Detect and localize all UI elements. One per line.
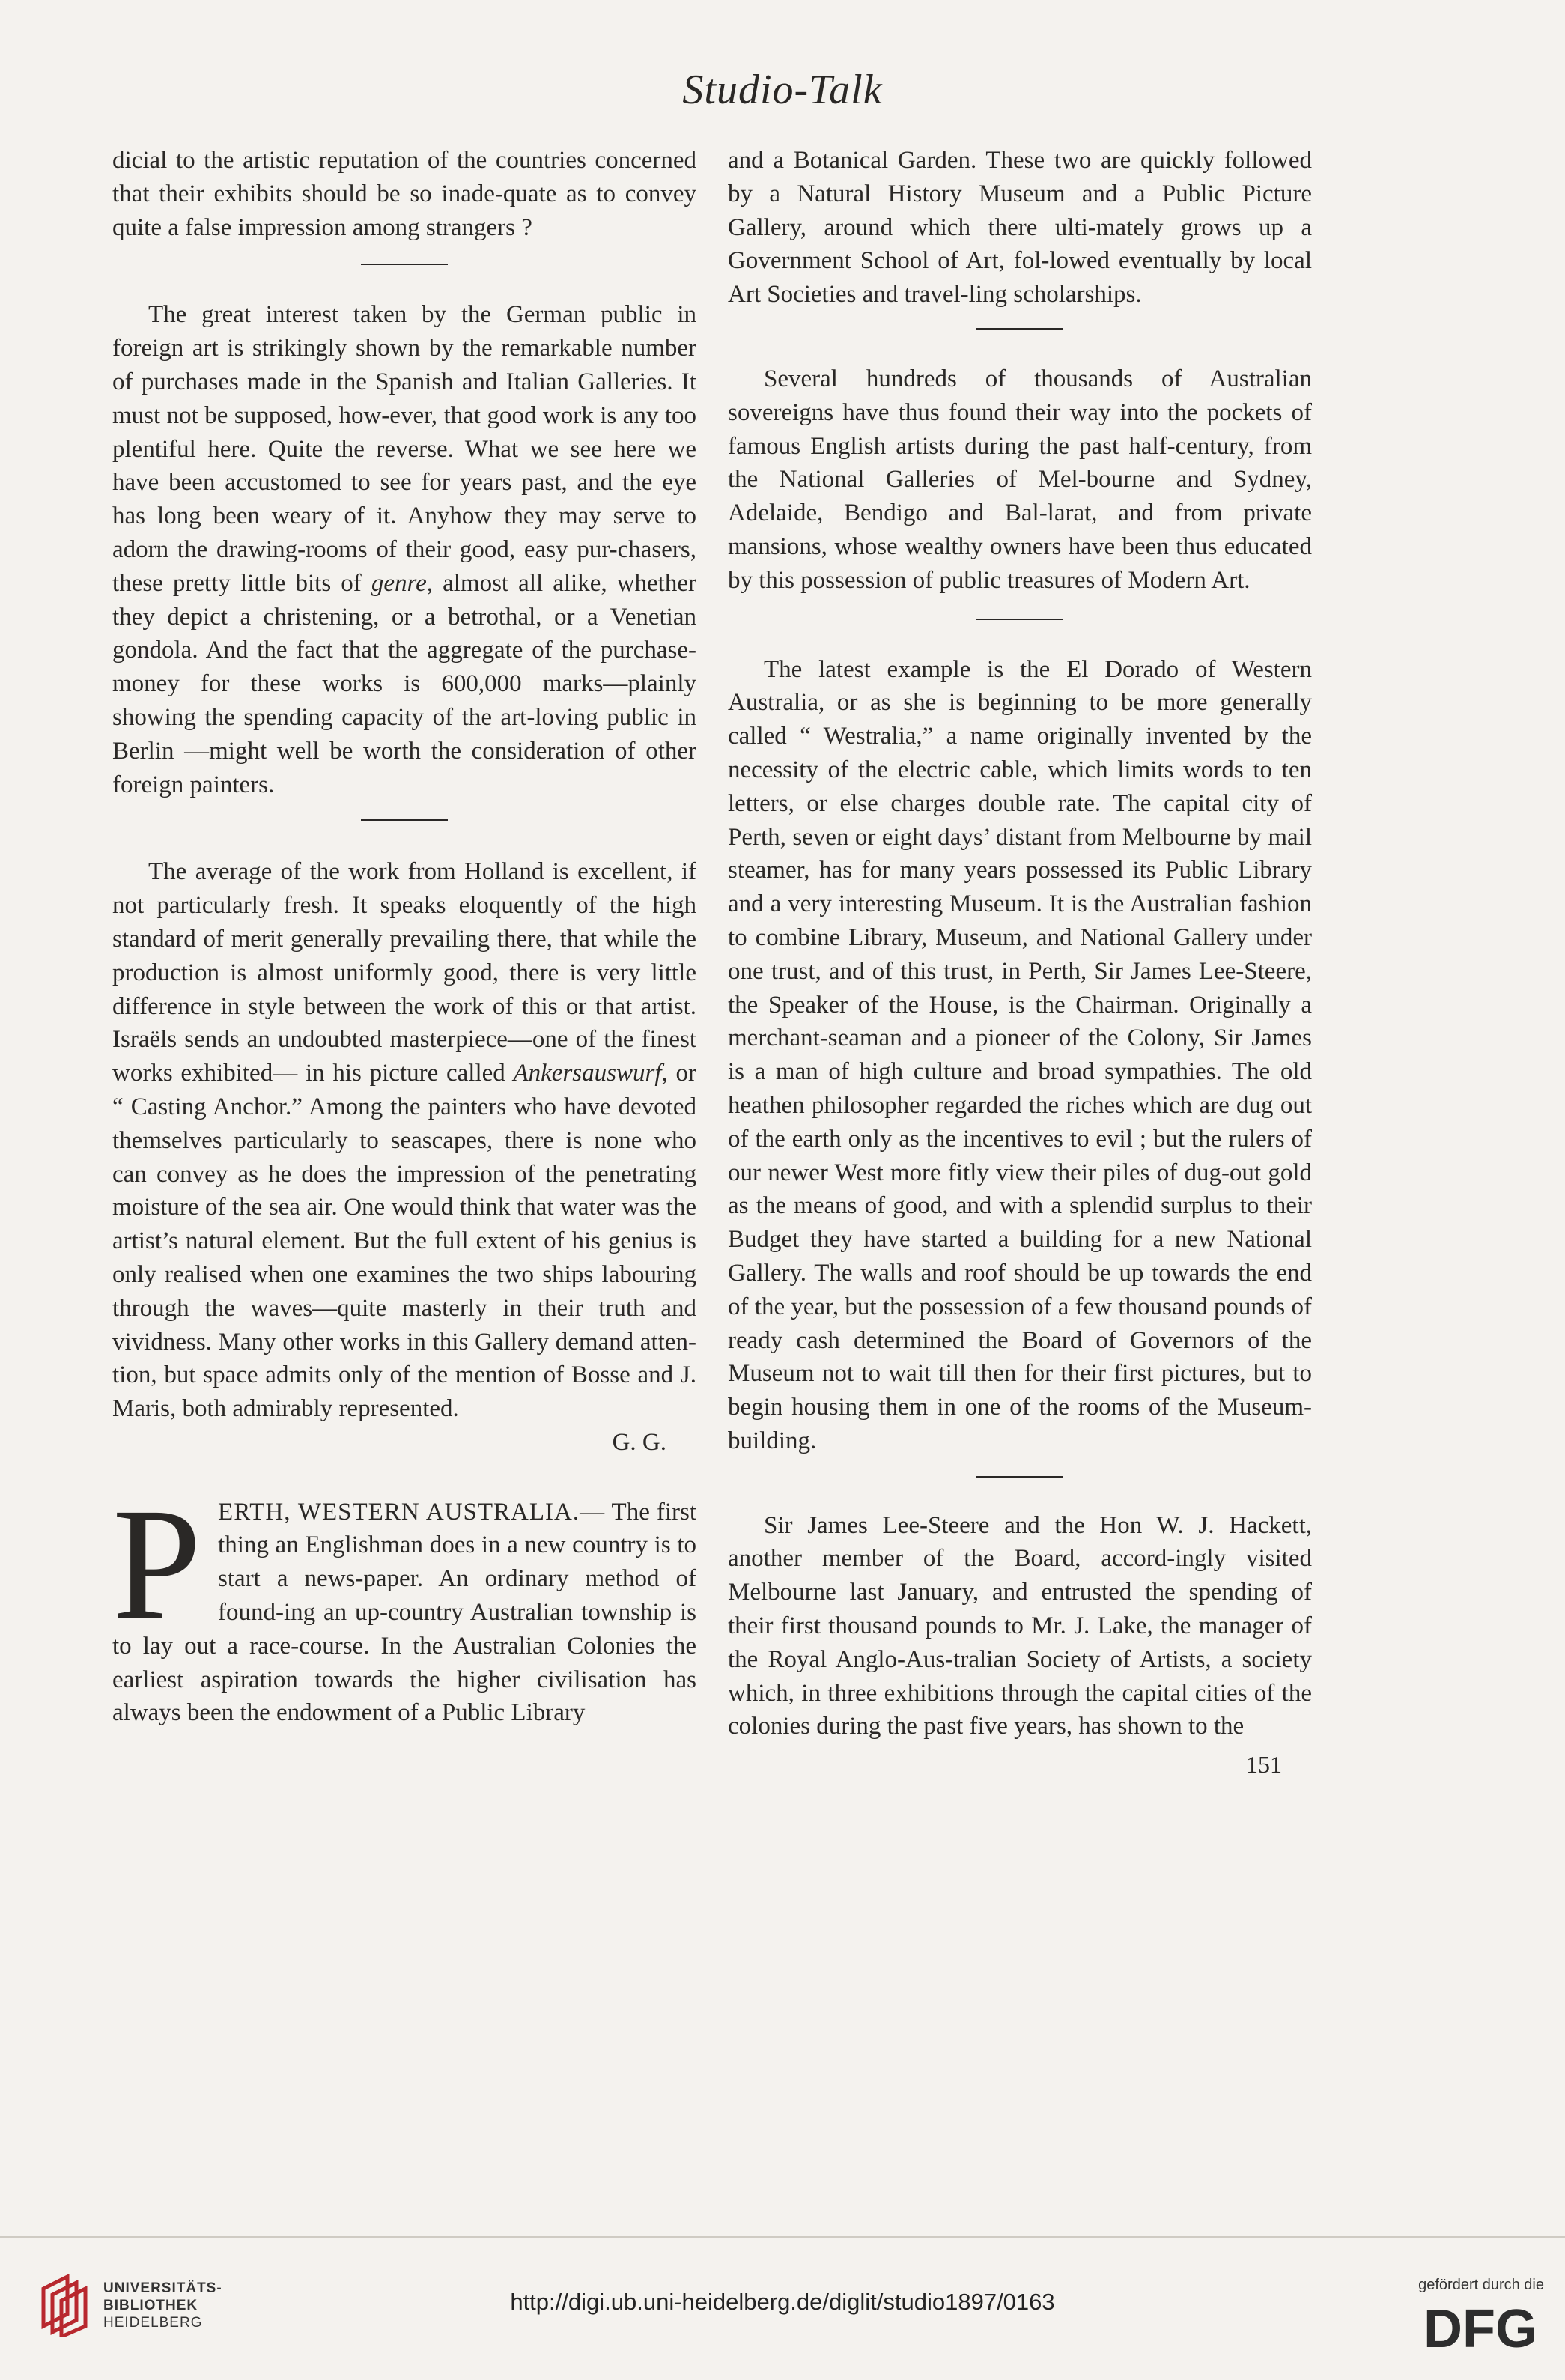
paragraph: The average of the work from Holland is excellent, if not particularly fresh. It speaks eloquently of the high standard of merit generally prevailing there, that while the production is almost uniformly good, there is very little difference in style between the work of this or that artist. Israëls sends an undoubted masterpiece—one of the finest works exhibited— in his picture called Ankersauswurf, or “ Casting Anchor.” Among the painters who have devoted themselves particularly to seascapes, there is none who can convey as he does the impression of the penetrating moisture of the sea air. One would think that water was the artist’s natural element. But the full extent of his genius is only realised when one examines the two ships labouring through the waves—quite masterly in their truth and vividness. Many other works in this Gallery demand atten-tion, but space admits only of the mention of Bosse and J. Maris, both admirably represented. <box>112 858 696 1423</box>
paragraph: and a Botanical Garden. These two are quickly followed by a Natural History Museum and a Public Picture Gallery, around which there ulti-mately grows up a Government School of Art, fol-lowed eventually by local Art Societies and travel-ling scholarships. <box>728 147 1312 309</box>
drop-cap: P <box>112 1475 202 1653</box>
source-url[interactable]: http://digi.ub.uni-heidelberg.de/diglit/studio1897/0163 <box>510 2289 1055 2315</box>
footer-divider <box>0 2236 1565 2238</box>
library-name: UNIVERSITÄTS- BIBLIOTHEK HEIDELBERG <box>103 2280 222 2331</box>
section-rule <box>976 619 1063 620</box>
signature: G. G. <box>612 1428 666 1456</box>
section-rule <box>361 264 448 265</box>
paragraph: Sir James Lee-Steere and the Hon W. J. Hackett, another member of the Board, accord-ingly visited Melbourne last January, and entrusted the spending of their first thousand pounds to Mr. J. Lake, the manager of the Royal Anglo-Aus-tralian Society of Artists, a society which, in three exhibitions through the capital cities of the colonies during the past five years, has shown to the <box>728 1511 1312 1740</box>
left-column <box>112 144 696 1730</box>
section-heading: ERTH, WESTERN AUSTRALIA.— <box>218 1498 606 1526</box>
paragraph: The great interest taken by the German public in foreign art is strikingly shown by the remarkable number of purchases made in the Spanish and Italian Galleries. It must not be supposed, how-ever, that good work is any too plentiful here. Quite the reverse. What we see here we have been accustomed to see for years past, and the eye has long been weary of it. Anyhow they may serve to adorn the drawing-rooms of their good, easy pur-chasers, these pretty little bits of genre, almost all alike, whether they depict a christening, or a betrothal, or a Venetian gondola. And the fact that the aggregate of the purchase-money for these works is 600,000 marks—plainly showing the spending capacity of the art-loving public in Berlin —might well be worth the consideration of other foreign painters. <box>112 301 696 798</box>
running-header: Studio-Talk <box>682 67 883 113</box>
paragraph: The latest example is the El Dorado of Western Australia, or as she is beginning to be more generally called “ Westralia,” a name originally invented by the necessity of the electric cable, which limits words to ten letters, or else charges double rate. The capital city of Perth, seven or eight days’ distant from Melbourne by mail steamer, has for many years possessed its Public Library and a very interesting Museum. It is the Australian fashion to combine Library, Museum, and National Gallery under one trust, and of this trust, in Perth, Sir James Lee-Steere, the Speaker of the House, is the Chairman. Originally a merchant-seaman and a pioneer of the Colony, Sir James is a man of high culture and broad sympathies. The old heathen philosopher regarded the riches which are dug out of the earth only as the incentives to evil ; but the rulers of our newer West more fitly view their piles of dug-out gold as the means of good, and with a splendid surplus to their Budget they have started a building for a new National Gallery. The walls and roof should be up towards the end of the year, but the possession of a few thousand pounds of ready cash determined the Board of Governors of the Museum not to wait till then for their first pictures, but to begin housing them in one of the rooms of the Museum-building. <box>728 655 1312 1454</box>
section-rule <box>361 819 448 821</box>
paragraph: dicial to the artistic reputation of the countries concerned that their exhibits should be so inade-quate as to convey quite a false impression among strangers ? <box>112 147 696 241</box>
section-rule <box>976 1476 1063 1478</box>
page-number: 151 <box>1246 1751 1282 1779</box>
perth-section: PERTH, WESTERN AUSTRALIA.— The first thing an Englishman does in a new country is to start a news-paper. An ordinary method of found-ing an up-country Australian township is to lay out a race-course. In the Australian Colonies the earliest aspiration towards the higher civilisation has always been the endowment of a Public Library <box>112 1475 696 1727</box>
right-column <box>728 144 1312 1779</box>
section-rule <box>976 328 1063 330</box>
svg-text:DFG: DFG <box>1423 2301 1537 2353</box>
funding-note: gefördert durch die <box>1418 2277 1544 2293</box>
paragraph: Several hundreds of thousands of Australian sovereigns have thus found their way into the pockets of famous English artists during the past half-century, from the National Galleries of Mel-bourne and Sydney, Adelaide, Bendigo and Bal-larat, and from private mansions, whose wealthy owners have been thus educated by this possession of public treasures of Modern Art. <box>728 365 1312 594</box>
dfg-logo-icon <box>1417 2301 1544 2353</box>
